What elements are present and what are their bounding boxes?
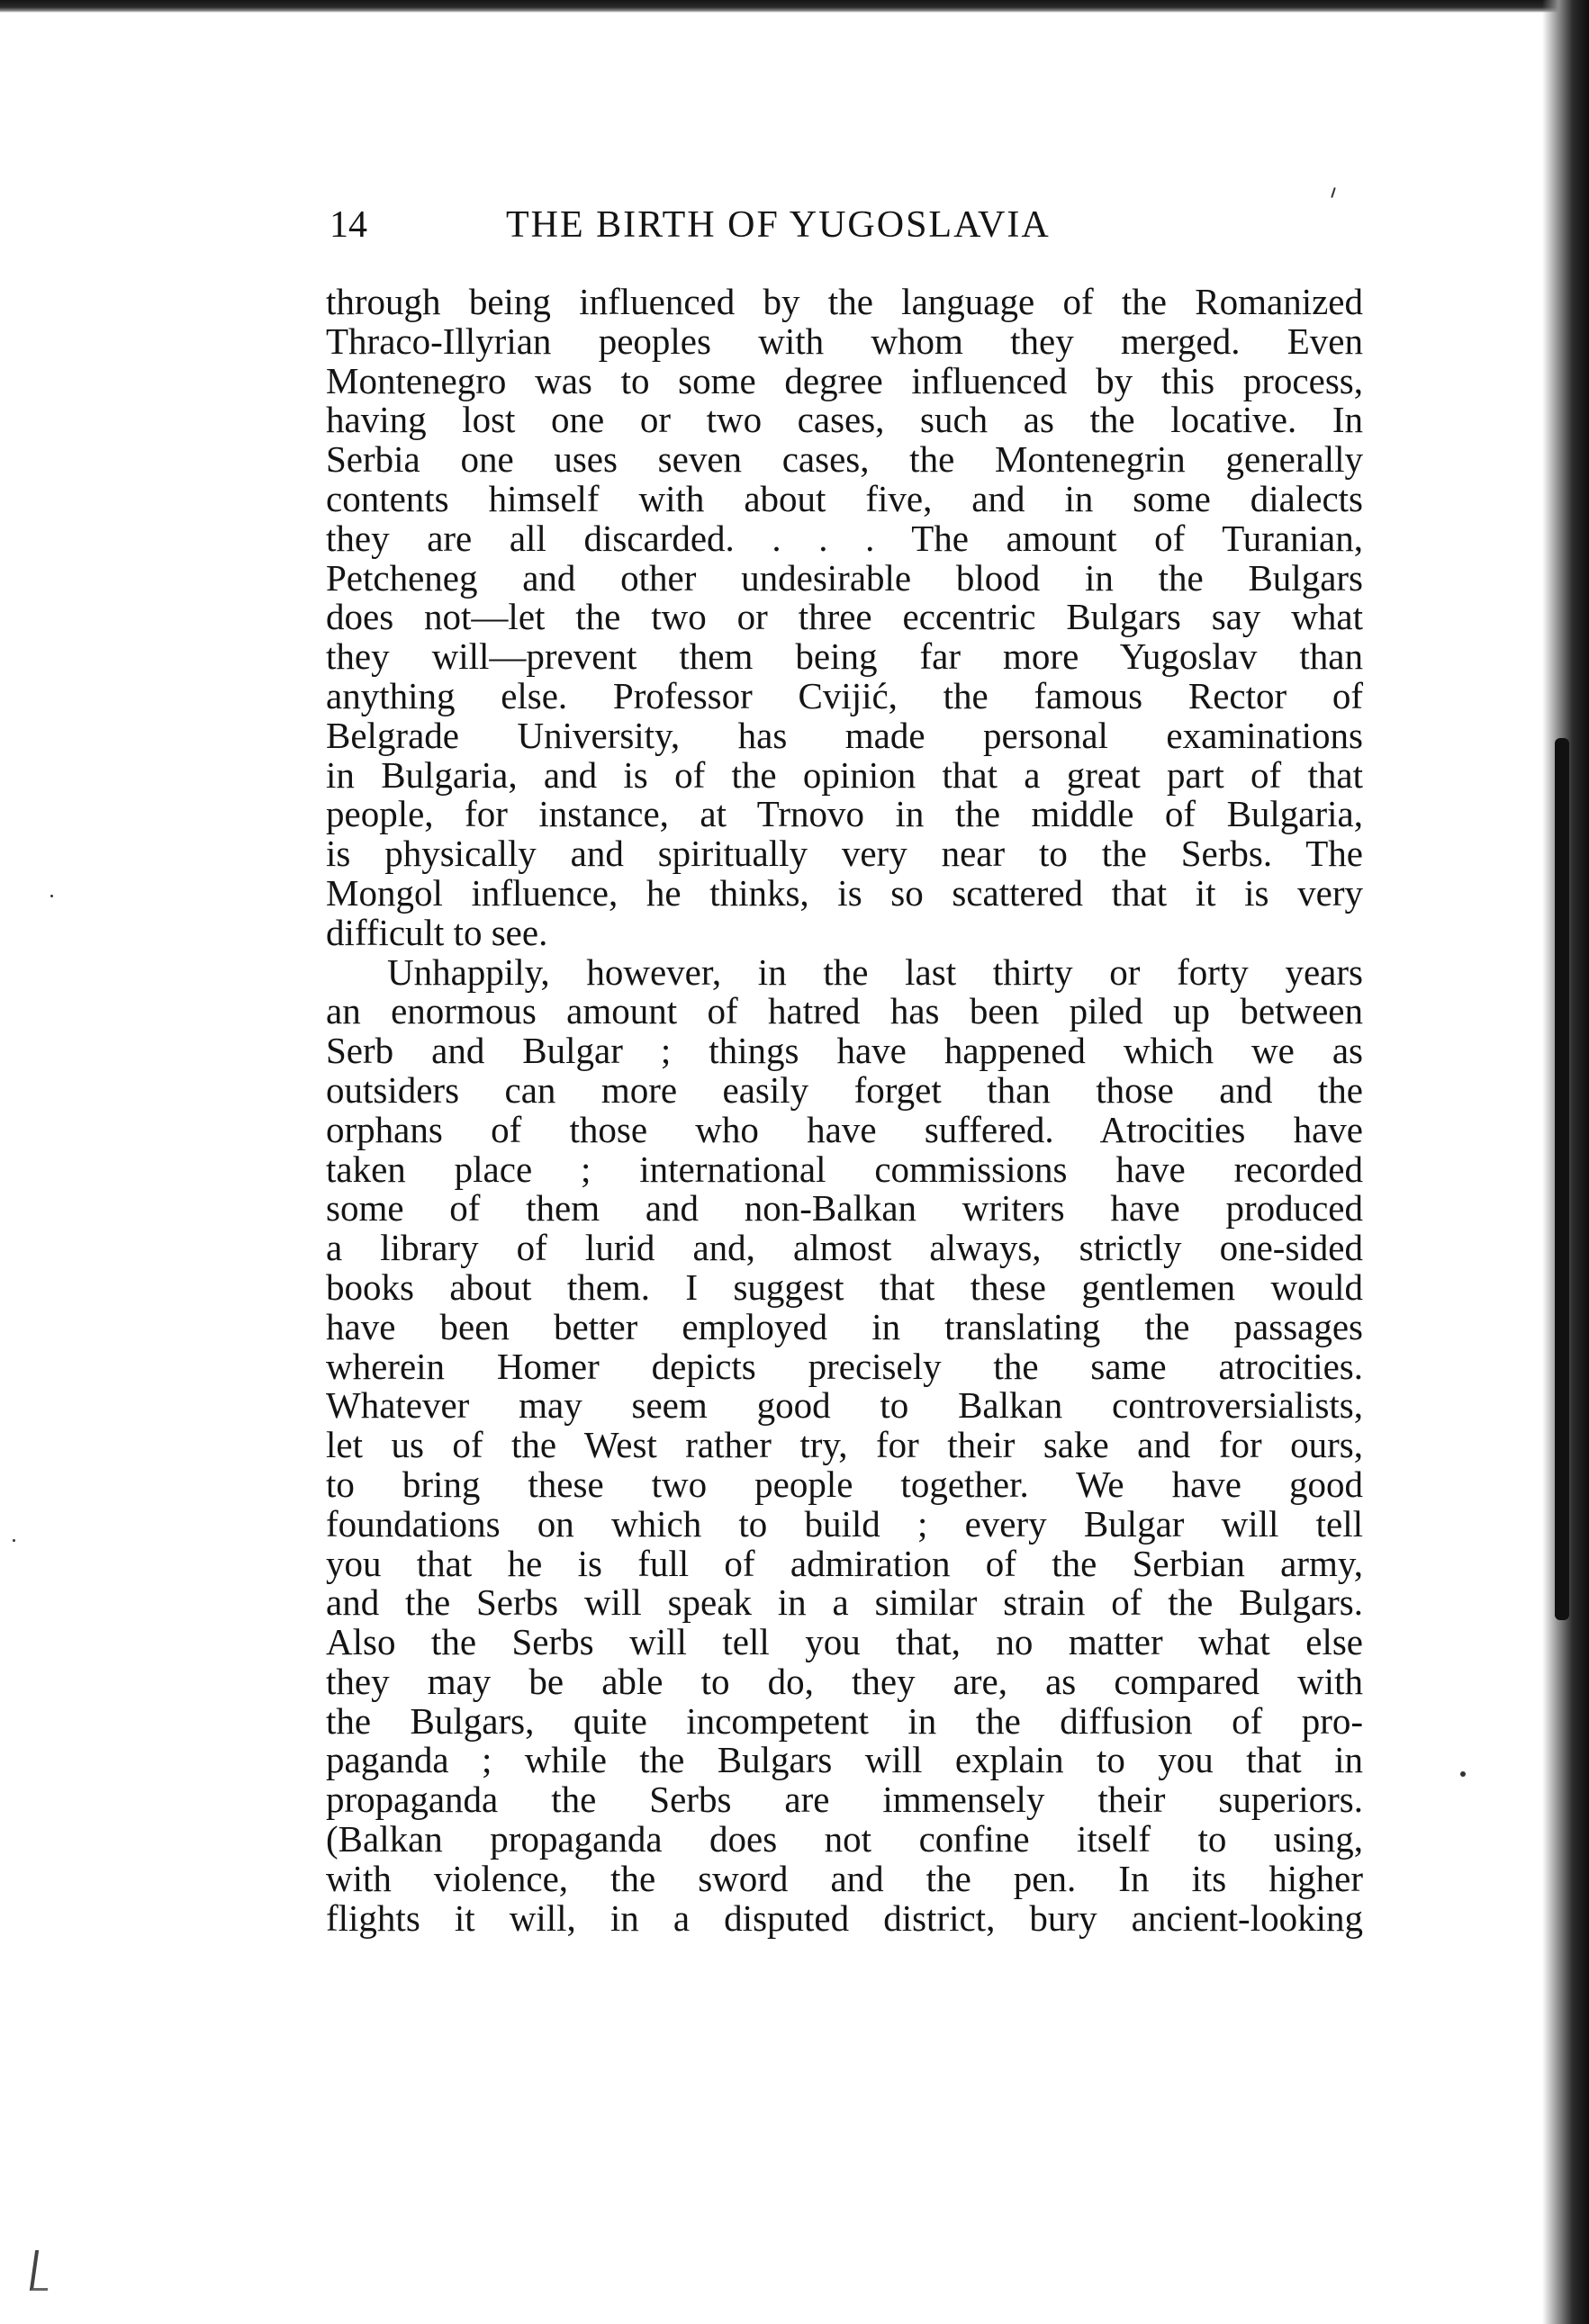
print-speck <box>1460 1771 1466 1777</box>
page-top-edge-shadow <box>0 0 1589 13</box>
text-line: Serb and Bulgar ; things have happened which we as <box>326 1030 1363 1072</box>
text-line: an enormous amount of hatred has been piled up between <box>326 990 1363 1032</box>
text-line: contents himself with about five, and in some dialects <box>326 477 1363 519</box>
text-line: they are all discarded. . . . The amount of Turanian, <box>326 517 1363 559</box>
text-line: books about them. I suggest that these gentlemen would <box>326 1266 1363 1308</box>
text-line: people, for instance, at Trnovo in the middle of Bulgaria, <box>326 793 1363 835</box>
print-speck <box>13 1539 15 1542</box>
text-line: through being influenced by the language of the Romanized <box>326 281 1363 322</box>
text-line: Petcheneg and other undesirable blood in the Bulgars <box>326 556 1363 599</box>
text-line: to bring these two people together. We have good <box>326 1463 1363 1505</box>
page-number: 14 <box>330 204 367 246</box>
text-line: Belgrade University, has made personal examinations <box>326 714 1363 756</box>
text-line: (Balkan propaganda does not confine itself to using, <box>326 1818 1363 1860</box>
text-line: Montenegro was to some degree influenced by this process, <box>326 359 1363 401</box>
text-line: orphans of those who have suffered. Atrocities have <box>326 1108 1363 1150</box>
text-line: propaganda the Serbs are immensely their superiors. <box>326 1779 1363 1821</box>
print-speck <box>50 895 53 897</box>
text-line: let us of the West rather try, for their sake and for ours, <box>326 1424 1363 1466</box>
text-line: they will—prevent them being far more Yugoslav than <box>326 635 1363 678</box>
text-line: and the Serbs will speak in a similar strain of the Bulgars. <box>326 1581 1363 1624</box>
body-text <box>326 283 1363 1938</box>
text-line: foundations on which to build ; every Bulgar will tell <box>326 1502 1363 1545</box>
text-line: outsiders can more easily forget than those and the <box>326 1068 1363 1111</box>
text-line: some of them and non-Balkan writers have produced <box>326 1187 1363 1230</box>
text-line: with violence, the sword and the pen. In its higher <box>326 1857 1363 1899</box>
text-line: taken place ; international commissions have recorded <box>326 1148 1363 1190</box>
text-line: having lost one or two cases, such as the locative. In <box>326 399 1363 441</box>
paragraph-end-line: difficult to see. <box>326 911 548 953</box>
text-line: Whatever may seem good to Balkan controversialists, <box>326 1384 1363 1427</box>
text-line: Serbia one uses seven cases, the Montenegrin generally <box>326 438 1363 481</box>
text-line: Thraco-Illyrian peoples with whom they merged. Even <box>326 320 1363 362</box>
text-line: you that he is full of admiration of the Serbian army, <box>326 1542 1363 1584</box>
text-line: have been better employed in translating the passages <box>326 1305 1363 1347</box>
text-line: anything else. Professor Cvijić, the famous Rector of <box>326 674 1363 716</box>
binding-shadow <box>1555 738 1569 1620</box>
running-head: THE BIRTH OF YUGOSLAVIA <box>506 204 1051 246</box>
text-line: flights it will, in a disputed district, bury ancient-looking <box>326 1896 1363 1939</box>
text-line: Mongol influence, he thinks, is so scattered that it is very <box>326 871 1363 914</box>
paragraph-start-line: Unhappily, however, in the last thirty or forty years <box>387 950 1363 993</box>
text-line: paganda ; while the Bulgars will explain to you that in <box>326 1739 1363 1781</box>
text-line: wherein Homer depicts precisely the same atrocities. <box>326 1345 1363 1387</box>
text-line: is physically and spiritually very near to the Serbs. The <box>326 833 1363 875</box>
text-line: Also the Serbs will tell you that, no matter what else <box>326 1621 1363 1663</box>
scan-corner-mark <box>30 2250 53 2291</box>
page-header <box>330 196 1363 254</box>
text-line: the Bulgars, quite incompetent in the diffusion of pro- <box>326 1699 1363 1742</box>
text-line: in Bulgaria, and is of the opinion that a great part of that <box>326 753 1363 796</box>
text-line: does not—let the two or three eccentric Bulgars say what <box>326 596 1363 638</box>
text-line: they may be able to do, they are, as compared with <box>326 1660 1363 1702</box>
text-line: a library of lurid and, almost always, strictly one-sided <box>326 1227 1363 1269</box>
